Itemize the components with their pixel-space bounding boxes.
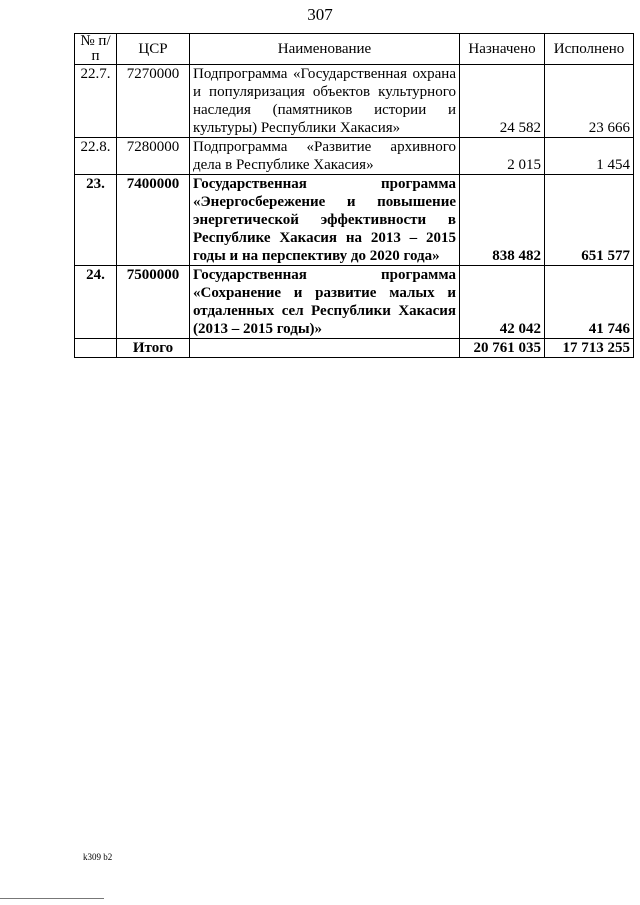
row-number: 23.	[75, 175, 117, 266]
row-executed: 651 577	[545, 175, 634, 266]
row-assigned: 24 582	[460, 65, 545, 138]
row-name: Государственная программа «Сохранение и развитие малых и отдаленных сел Республики Хакасия (2013 – 2015 годы)»	[190, 266, 460, 339]
row-executed: 41 746	[545, 266, 634, 339]
row-executed: 23 666	[545, 65, 634, 138]
row-assigned: 838 482	[460, 175, 545, 266]
total-empty-cell	[75, 339, 117, 358]
row-csr: 7270000	[117, 65, 190, 138]
budget-table	[74, 33, 634, 358]
header-executed: Исполнено	[545, 34, 634, 65]
row-csr: 7280000	[117, 138, 190, 175]
row-executed: 1 454	[545, 138, 634, 175]
table-row	[75, 175, 634, 266]
row-csr: 7500000	[117, 266, 190, 339]
row-name: Подпрограмма «Развитие архивного дела в Республике Хакасия»	[190, 138, 460, 175]
header-csr: ЦСР	[117, 34, 190, 65]
row-assigned: 2 015	[460, 138, 545, 175]
footer-code: k309 b2	[83, 852, 113, 862]
total-label: Итого	[117, 339, 190, 358]
header-num: № п/п	[75, 34, 117, 65]
page-number: 307	[307, 5, 333, 24]
total-empty-cell	[190, 339, 460, 358]
table-row	[75, 65, 634, 138]
row-number: 22.7.	[75, 65, 117, 138]
total-row	[75, 339, 634, 358]
total-executed: 17 713 255	[545, 339, 634, 358]
table-row	[75, 266, 634, 339]
scan-artifact-line	[0, 898, 104, 899]
row-name: Подпрограмма «Государственная охрана и популяризация объектов культурного наследия (памятников истории и культуры) Республики Хакасия»	[190, 65, 460, 138]
row-name: Государственная программа «Энергосбережение и повышение энергетической эффективности в Республике Хакасия на 2013 – 2015 годы и на перспективу до 2020 года»	[190, 175, 460, 266]
row-assigned: 42 042	[460, 266, 545, 339]
table-row	[75, 138, 634, 175]
table-header-row	[75, 34, 634, 65]
row-csr: 7400000	[117, 175, 190, 266]
row-number: 24.	[75, 266, 117, 339]
row-number: 22.8.	[75, 138, 117, 175]
total-assigned: 20 761 035	[460, 339, 545, 358]
header-name: Наименование	[190, 34, 460, 65]
header-assigned: Назначено	[460, 34, 545, 65]
